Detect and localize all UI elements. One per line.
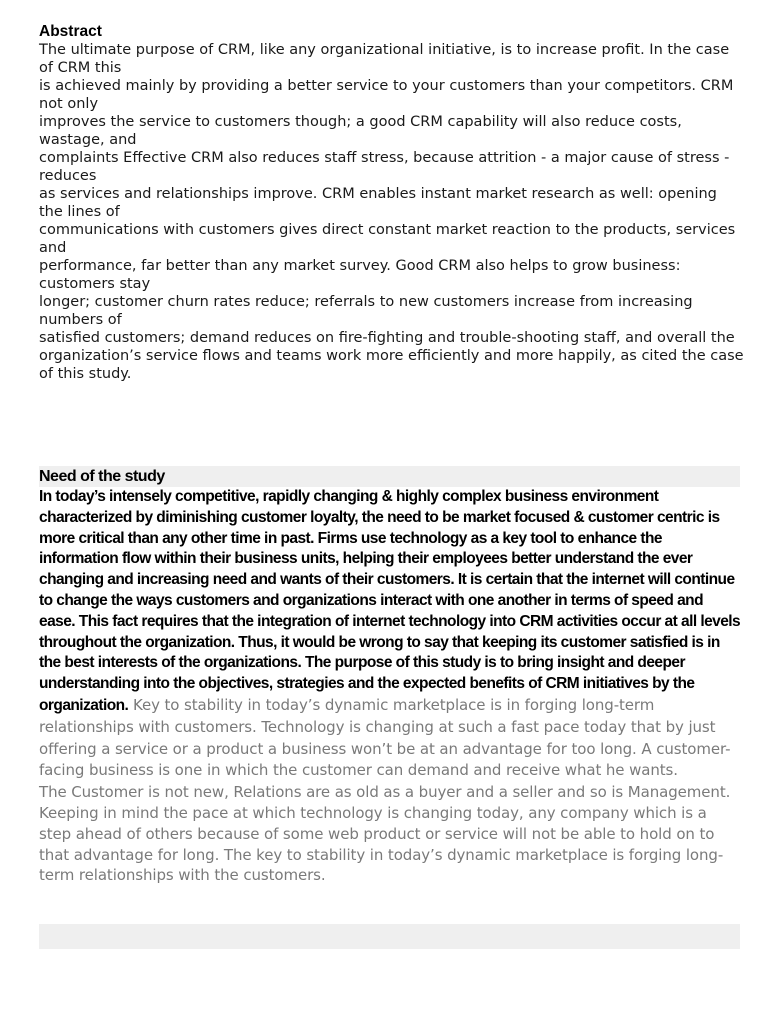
abstract-line: longer; customer churn rates reduce; referrals to new customers increase from increasing numbers of	[39, 294, 693, 328]
need-of-study-paragraph	[39, 487, 741, 782]
abstract-line: improves the service to customers though; a good CRM capability will also reduce costs, wastage, and	[39, 114, 682, 148]
abstract-line: is achieved mainly by providing a better service to your customers than your competitors. CRM not only	[39, 78, 734, 112]
abstract-line: satisfied customers; demand reduces on fire-fighting and trouble-shooting staff, and overall the	[39, 330, 735, 346]
abstract-line: performance, far better than any market survey. Good CRM also helps to grow business: customers stay	[39, 258, 681, 292]
abstract-line: as services and relationships improve. CRM enables instant market research as well: opening the lines of	[39, 186, 717, 220]
abstract-body	[39, 41, 744, 383]
abstract-line: organization’s service flows and teams work more efficiently and more happily, as cited the case of this study.	[39, 348, 744, 382]
need-of-study-paragraph-2: The Customer is not new, Relations are as old as a buyer and a seller and so is Management. Keeping in mind the pace at which technology is changing today, any company which is a step ahead of others because of some web product or service will not be able to hold on to that advantage for long. The key to stability in today’s dynamic marketplace is forging long-term relationships with the customers.	[39, 783, 731, 885]
abstract-section	[39, 23, 744, 383]
need-of-study-gray-text: Key to stability in today’s dynamic marketplace is in forging long-term relationships with customers. Technology is changing at such a fast pace today that by just offering a service or a product a business won’t be at an advantage for too long. A customer-facing business is one in which the customer can demand and receive what he wants.	[39, 695, 731, 780]
need-of-study-bold-text: In today’s intensely competitive, rapidly changing & highly complex business environment characterized by diminishing customer loyalty, the need to be market focused & customer centric is more critical than any other time in past. Firms use technology as a key tool to enhance the information flow within their business units, helping their employees better understand the ever changing and increasing need and wants of their customers. It is certain that the internet will continue to change the ways customers and organizations interact with one another in terms of speed and ease. This fact requires that the integration of internet technology into CRM activities occur at all levels throughout the organization. Thus, it would be wrong to say that keeping its customer satisfied is in the best interests of the organizations. The purpose of this study is to bring insight and deeper understanding into the objectives, strategies and the expected benefits of CRM initiatives by the organization.	[39, 488, 741, 714]
abstract-line: The ultimate purpose of CRM, like any organizational initiative, is to increase profit. In the case of CRM this	[39, 42, 730, 76]
abstract-line: complaints Effective CRM also reduces staff stress, because attrition - a major cause of stress - reduces	[39, 150, 730, 184]
bottom-highlight-band	[39, 924, 740, 949]
need-of-study-section	[39, 467, 741, 886]
abstract-heading: Abstract	[39, 23, 102, 40]
abstract-line: communications with customers gives direct constant market reaction to the products, services and	[39, 222, 736, 256]
need-of-study-heading: Need of the study	[39, 468, 165, 485]
